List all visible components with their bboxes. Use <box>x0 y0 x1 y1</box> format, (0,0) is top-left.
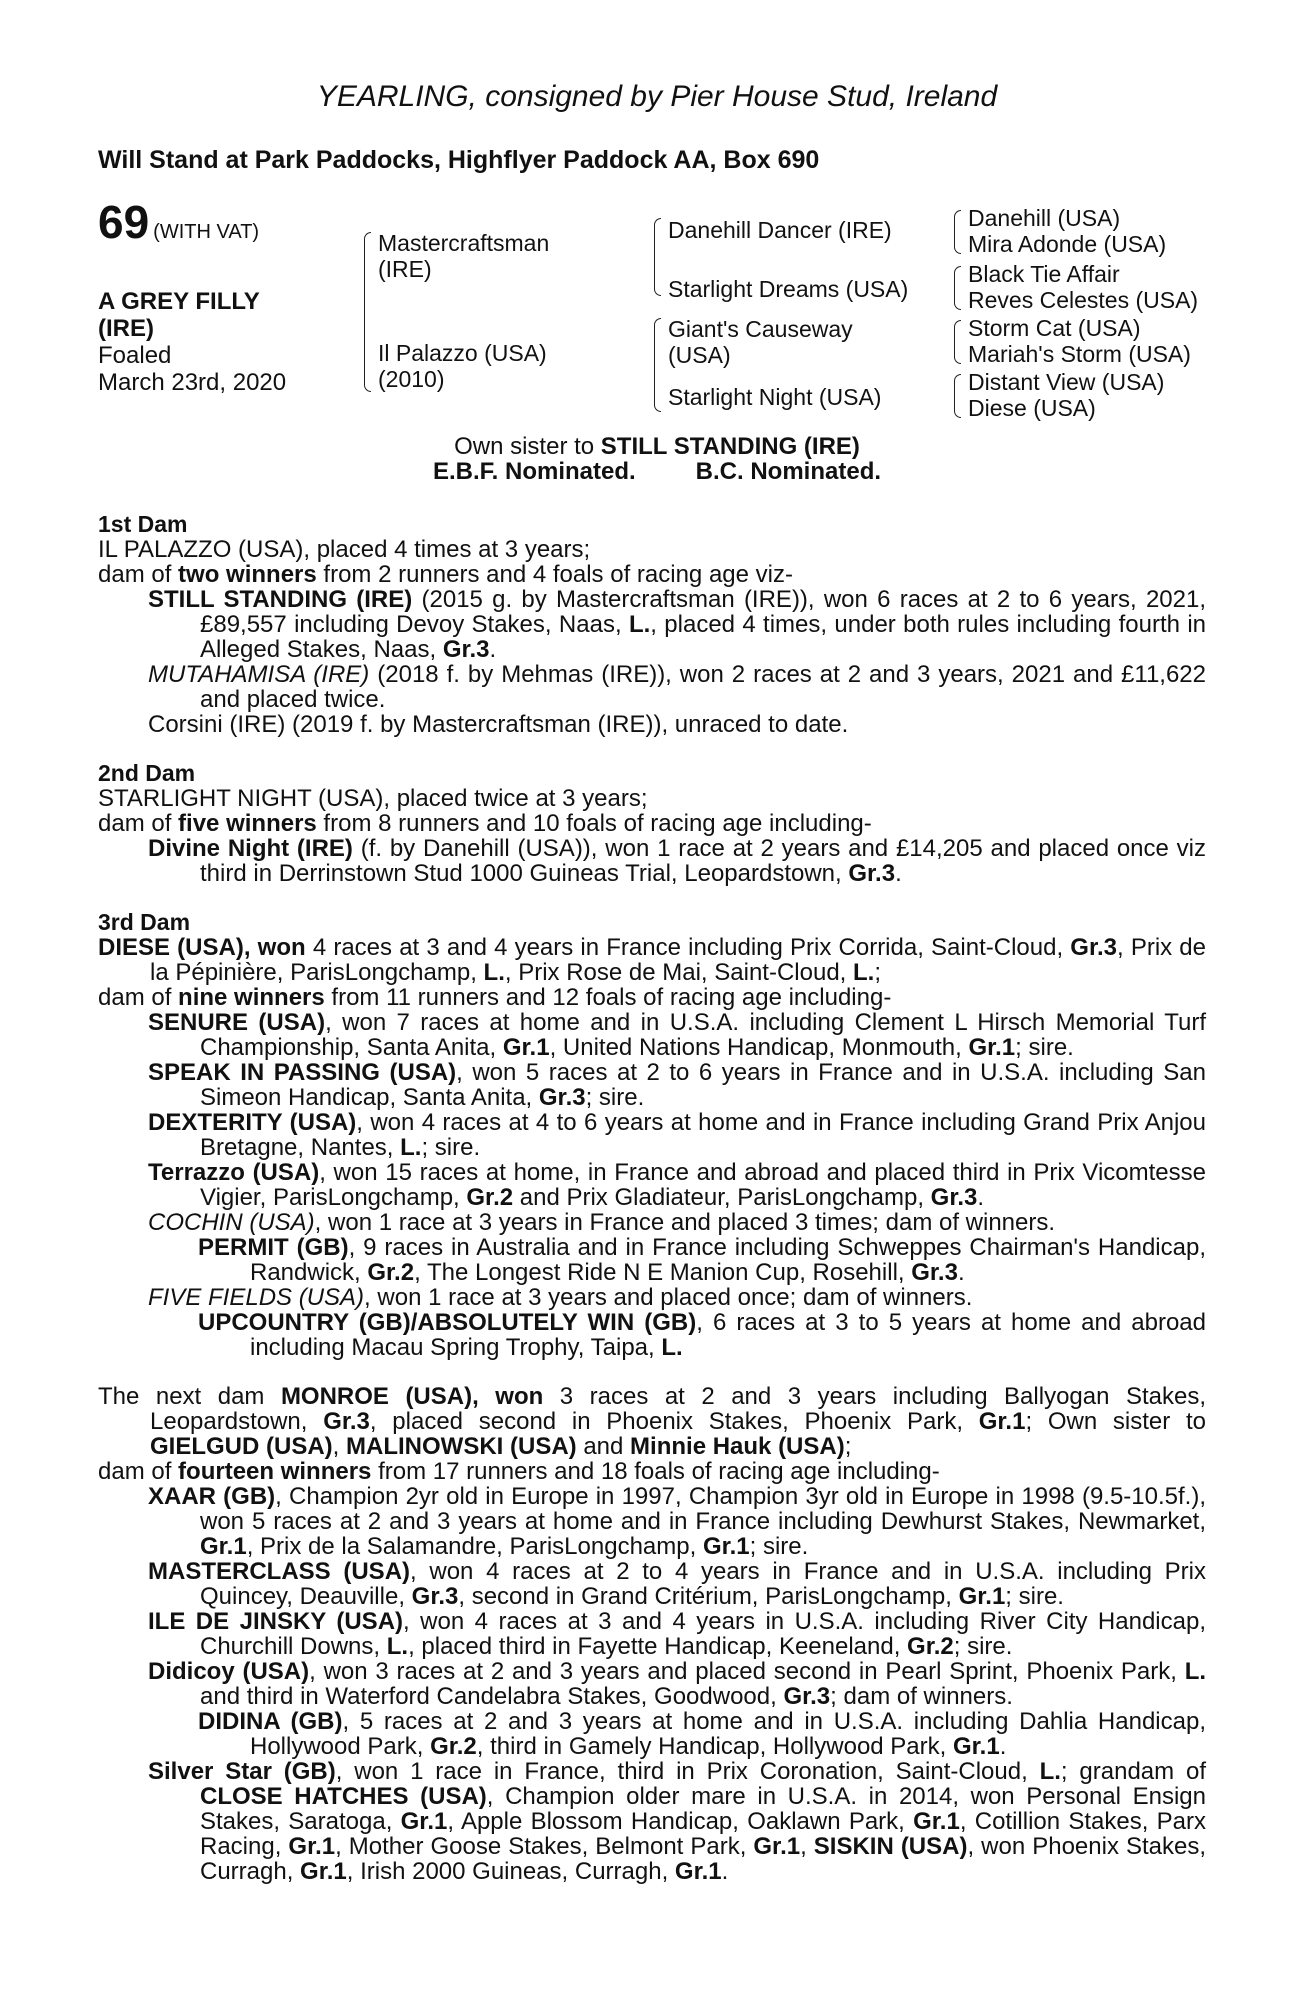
produce-divine-night: Divine Night (IRE) (f. by Danehill (USA)), won 1 race at 2 years and £14,205 and placed once viz third in Derrinstown Stud 1000 Guineas Trial, Leopardstown, Gr.3. <box>148 835 1207 887</box>
produce-still-standing: STILL STANDING (IRE) (2015 g. by Mastercraftsman (IRE)), won 6 races at 2 to 6 years, 2021, £89,557 including Devoy Stakes, Naas, L., placed 4 times, under both rules including fourth in Alleged Stakes, Naas, Gr.3. <box>148 586 1207 663</box>
pedigree-brace <box>954 374 961 418</box>
produce-xaar: XAAR (GB), Champion 2yr old in Europe in 1997, Champion 3yr old in Europe in 1998 (9.5-10.5f.), won 5 races at 2 and 3 years at home and in France including Dewhurst Stakes, Newmarket, Gr.1, Prix de la Salamandre, ParisLongchamp, Gr.1; sire. <box>148 1483 1207 1560</box>
produce-speak-in-passing: SPEAK IN PASSING (USA), won 5 races at 2 to 6 years in France and in U.S.A. including San Simeon Handicap, Santa Anita, Gr.3; sire. <box>148 1059 1206 1111</box>
produce-cochin: COCHIN (USA), won 1 race at 3 years in France and placed 3 times; dam of winners. <box>148 1209 1056 1236</box>
pedigree-g3-6: Mariah's Storm (USA) <box>968 341 1191 367</box>
produce-masterclass: MASTERCLASS (USA), won 4 races at 2 to 4 years in France and in U.S.A. including Prix Quincey, Deauville, Gr.3, second in Grand Critérium, ParisLongchamp, Gr.1; sire. <box>148 1558 1206 1610</box>
pedigree-brace <box>954 320 961 364</box>
pedigree-g3-7: Distant View (USA) <box>968 369 1165 395</box>
second-dam-line: STARLIGHT NIGHT (USA), placed twice at 3 years; <box>98 785 648 812</box>
produce-didicoy: Didicoy (USA), won 3 races at 2 and 3 years and placed second in Pearl Sprint, Phoenix Park, L. and third in Waterford Candelabra Stakes, Goodwood, Gr.3; dam of winners. <box>148 1658 1207 1710</box>
vat-note: (WITH VAT) <box>153 221 260 243</box>
produce-five-fields: FIVE FIELDS (USA), won 1 race at 3 years and placed once; dam of winners. <box>148 1284 973 1311</box>
nomination-row <box>0 459 1314 484</box>
produce-dexterity: DEXTERITY (USA), won 4 races at 4 to 6 years at home and in France including Grand Prix Anjou Bretagne, Nantes, L.; sire. <box>148 1109 1207 1161</box>
own-sister-line <box>0 434 1314 459</box>
first-dam-line: IL PALAZZO (USA), placed 4 times at 3 years; <box>98 536 591 563</box>
produce-silver-star: Silver Star (GB), won 1 race in France, third in Prix Coronation, Saint-Cloud, L.; grandam of CLOSE HATCHES (USA), Champion older mare in U.S.A. in 2014, won Personal Ensign Stakes, Saratoga, Gr.1, Apple Blossom Handicap, Oaklawn Park, Gr.1, Cotillion Stakes, Parx Racing, Gr.1, Mother Goose Stakes, Belmont Park, Gr.1, SISKIN (USA), won Phoenix Stakes, Curragh, Gr.1, Irish 2000 Guineas, Curragh, Gr.1. <box>148 1758 1207 1885</box>
dam-sire-country: (USA) <box>668 342 731 368</box>
pedigree-brace <box>654 318 661 412</box>
pedigree-table <box>0 0 1314 440</box>
stand-location: Will Stand at Park Paddocks, Highflyer Paddock AA, Box 690 <box>98 146 820 174</box>
own-sister-prefix: Own sister to <box>454 433 601 460</box>
catalogue-body <box>98 512 1206 1884</box>
pedigree-g3-1: Danehill (USA) <box>968 205 1121 231</box>
second-dam-heading: 2nd Dam <box>98 760 196 786</box>
foaled-date: March 23rd, 2020 <box>98 369 287 396</box>
next-dam-produce-summary: dam of fourteen winners from 17 runners and 18 foals of racing age including- <box>98 1458 940 1485</box>
pedigree-g3-8: Diese (USA) <box>968 395 1096 421</box>
pedigree-sire-dam: Starlight Dreams (USA) <box>668 276 909 302</box>
pedigree-dam <box>378 340 547 392</box>
dam-name: Il Palazzo (USA) <box>378 340 547 366</box>
pedigree-sire <box>378 230 549 282</box>
catalogue-title: YEARLING, consigned by Pier House Stud, Ireland <box>316 80 998 113</box>
sire-name: Mastercraftsman <box>378 230 550 256</box>
ebf-nomination: E.B.F. Nominated. <box>432 458 636 485</box>
country-line: (IRE) <box>98 315 154 342</box>
dam-sire-name: Giant's Causeway <box>668 316 853 342</box>
second-dam-produce-summary: dam of five winners from 8 runners and 10 foals of racing age including- <box>98 810 872 837</box>
third-dam-heading: 3rd Dam <box>98 909 191 935</box>
pedigree-g3-5: Storm Cat (USA) <box>968 315 1141 341</box>
lot-number: 69 <box>98 196 150 248</box>
third-dam-record: DIESE (USA), won 4 races at 3 and 4 years in France including Prix Corrida, Saint-Cloud, Gr.3, Prix de la Pépinière, ParisLongchamp, L., Prix Rose de Mai, Saint-Cloud, L.; <box>98 934 1207 986</box>
bc-nomination: B.C. Nominated. <box>695 458 882 485</box>
produce-senure: SENURE (USA), won 7 races at home and in U.S.A. including Clement L Hirsch Memorial Turf Championship, Santa Anita, Gr.1, United Nations Handicap, Monmouth, Gr.1; sire. <box>148 1009 1207 1061</box>
pedigree-brace <box>364 232 371 392</box>
pedigree-g3-2: Mira Adonde (USA) <box>968 231 1167 257</box>
foaled-label: Foaled <box>98 342 172 369</box>
first-dam-heading: 1st Dam <box>98 511 188 537</box>
third-dam-produce-summary: dam of nine winners from 11 runners and 12 foals of racing age including- <box>98 984 892 1011</box>
pedigree-g3-4: Reves Celestes (USA) <box>968 287 1199 313</box>
dam-year: (2010) <box>378 366 445 392</box>
produce-terrazzo: Terrazzo (USA), won 15 races at home, in France and abroad and placed third in Prix Vicomtesse Vigier, ParisLongchamp, Gr.2 and Prix Gladiateur, ParisLongchamp, Gr.3. <box>148 1159 1206 1211</box>
sire-country: (IRE) <box>378 256 432 282</box>
pedigree-brace <box>954 266 961 310</box>
pedigree-brace <box>954 210 961 254</box>
pedigree-dam-sire <box>668 316 853 368</box>
produce-mutahamisa: MUTAHAMISA (IRE) (2018 f. by Mehmas (IRE)), won 2 races at 2 and 3 years, 2021 and £11,622 and placed twice. <box>148 661 1206 713</box>
pedigree-sire-sire: Danehill Dancer (IRE) <box>668 217 892 243</box>
produce-ile-de-jinsky: ILE DE JINSKY (USA), won 4 races at 3 and 4 years in U.S.A. including River City Handicap, Churchill Downs, L., placed third in Fayette Handicap, Keeneland, Gr.2; sire. <box>148 1608 1206 1660</box>
produce-upcountry: UPCOUNTRY (GB)/ABSOLUTELY WIN (GB), 6 races at 3 to 5 years at home and abroad including Macau Spring Trophy, Taipa, L. <box>198 1309 1206 1361</box>
pedigree-g3-3: Black Tie Affair <box>968 261 1120 287</box>
produce-didina: DIDINA (GB), 5 races at 2 and 3 years at home and in U.S.A. including Dahlia Handicap, Hollywood Park, Gr.2, third in Gamely Handicap, Hollywood Park, Gr.1. <box>198 1708 1206 1760</box>
pedigree-brace <box>654 218 661 296</box>
own-sister-name: STILL STANDING (IRE) <box>600 433 860 460</box>
next-dam-record: The next dam MONROE (USA), won 3 races at 2 and 3 years including Ballyogan Stakes, Leopardstown, Gr.3, placed second in Phoenix Stakes, Phoenix Park, Gr.1; Own sister to GIELGUD (USA), MALINOWSKI (USA) and Minnie Hauk (USA); <box>98 1383 1207 1460</box>
sex-line: A GREY FILLY <box>98 288 260 315</box>
first-dam-produce-summary: dam of two winners from 2 runners and 4 foals of racing age viz- <box>98 561 793 588</box>
pedigree-dam-dam: Starlight Night (USA) <box>668 384 882 410</box>
nominations <box>0 434 1314 484</box>
produce-corsini: Corsini (IRE) (2019 f. by Mastercraftsman (IRE)), unraced to date. <box>148 711 849 738</box>
produce-permit: PERMIT (GB), 9 races in Australia and in France including Schweppes Chairman's Handicap, Randwick, Gr.2, The Longest Ride N E Manion Cup, Rosehill, Gr.3. <box>198 1234 1207 1286</box>
